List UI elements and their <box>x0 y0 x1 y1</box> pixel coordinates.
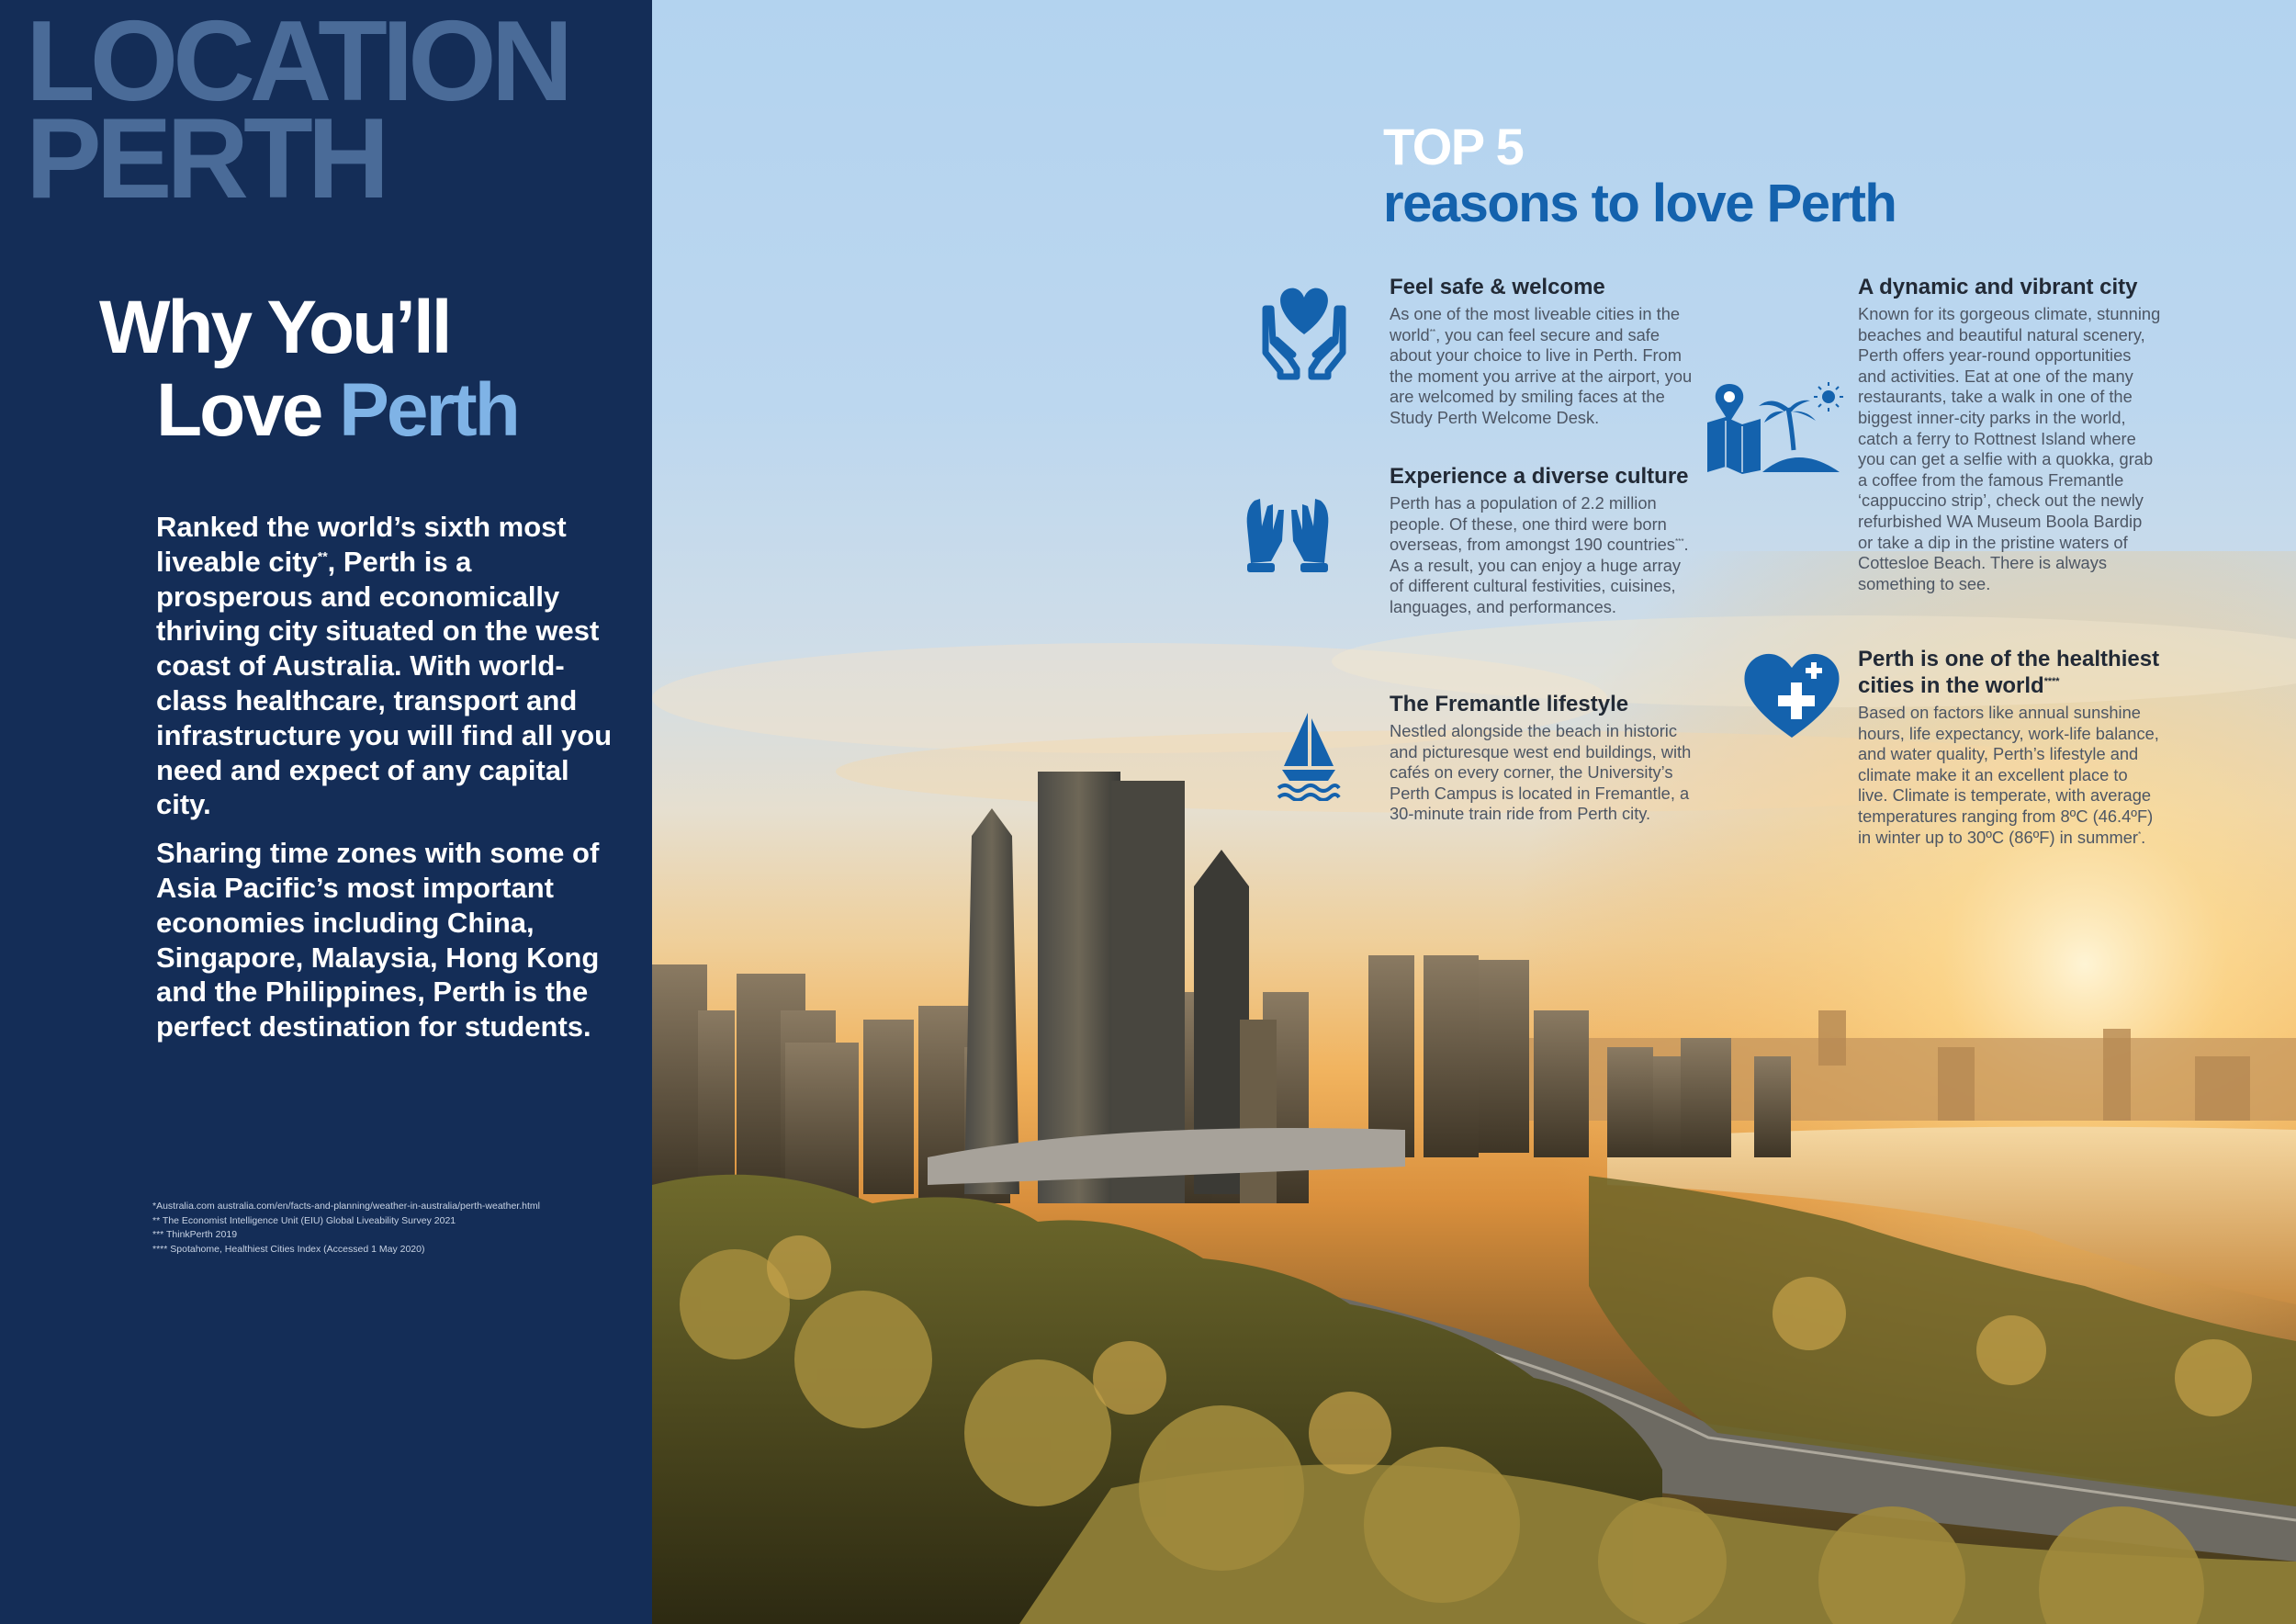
map-island-icon <box>1705 382 1843 474</box>
reason-title: The Fremantle lifestyle <box>1390 692 1629 716</box>
why-heading-perth: Perth <box>339 368 518 452</box>
intro-p1-footnote-mark: ** <box>317 548 328 564</box>
reason-body-part-b: . As a result, you can enjoy a huge array of different cultural festivities, cuisines, languages, and performances. <box>1390 535 1689 616</box>
reason-body <box>1390 493 1693 618</box>
intro-text <box>156 510 615 1058</box>
footnote-mark: ** <box>1429 327 1436 336</box>
reason-fremantle <box>1390 691 1693 825</box>
footnote-mark: *** <box>1674 537 1684 547</box>
location-heading-line1: LOCATION <box>26 0 568 125</box>
reason-title-text: Perth is one of the healthiest cities in the world <box>1858 647 2160 698</box>
heart-hands-icon <box>1258 281 1350 382</box>
reason-dynamic-city <box>1858 274 2161 594</box>
intro-p1-part-a: Ranked the world’s sixth most liveable city <box>156 511 567 578</box>
why-heading-love: Love <box>156 368 340 452</box>
footnote-mark: * <box>2137 829 2142 839</box>
reason-body <box>1858 703 2161 848</box>
footnote-1: *Australia.com australia.com/en/facts-and-planning/weather-in-australia/perth-weather.html <box>152 1201 540 1212</box>
reason-title <box>1858 646 2161 699</box>
reason-title: Experience a diverse culture <box>1390 464 1689 489</box>
reason-body <box>1390 304 1693 429</box>
reason-body-part-a: Perth has a population of 2.2 million people. Of these, one third were born overseas, from amongst 190 countries <box>1390 493 1675 555</box>
reason-title: A dynamic and vibrant city <box>1858 275 2138 299</box>
reason-title: Feel safe & welcome <box>1390 275 1605 299</box>
reason-body-part-b: . <box>2141 827 2146 847</box>
footnotes <box>152 1200 630 1257</box>
footnote-4: **** Spotahome, Healthiest Cities Index (Accessed 1 May 2020) <box>152 1243 425 1255</box>
reason-healthiest-city <box>1858 646 2161 848</box>
why-love-perth-heading <box>99 287 518 452</box>
why-heading-line1: Why You’ll <box>99 286 450 369</box>
why-heading-line2 <box>99 369 518 452</box>
reason-body-part-a: As one of the most liveable cities in the world <box>1390 304 1681 344</box>
reason-body: Known for its gorgeous climate, stunning beaches and beautiful natural scenery, Perth offers year-round opportunities and activities. Eat at one of the many restaurants, take a walk in one of the biggest inner-city parks in the world, catch a ferry to Rottnest Island where you can get a selfie with a quokka, grab a coffee from the famous Fremantle ‘cappuccino strip’, check out the newly refurbished WA Museum Boola Bardip or take a dip in the pristine waters of Cottesloe Beach. There is always something to see. <box>1858 304 2161 593</box>
intro-paragraph-2: Sharing time zones with some of Asia Pacific’s most important economies including China, Singapore, Malaysia, Hong Kong and the Philippines, Perth is the perfect destination for students. <box>156 837 600 1043</box>
location-heading <box>26 0 568 222</box>
sailboat-icon <box>1277 709 1341 801</box>
location-heading-line2: PERTH <box>26 96 385 222</box>
top5-heading-line2: reasons to love Perth <box>1383 174 1896 233</box>
reason-feel-safe <box>1390 274 1693 429</box>
top5-heading-line1: TOP 5 <box>1383 118 1524 175</box>
footnote-mark: **** <box>2043 676 2060 687</box>
reason-body-part-a: Based on factors like annual sunshine hours, life expectancy, work-life balance, and water quality, Perth’s lifestyle and climate make it an excellent place to live. Climate is temperate, with average temperatures ranging from 8ºC (46.4ºF) in winter up to 30ºC (86ºF) in summer <box>1858 703 2159 847</box>
raised-hands-icon <box>1242 490 1334 574</box>
reason-body: Nestled alongside the beach in historic and picturesque west end buildings, with cafés on every corner, the University’s Perth Campus is located in Fremantle, a 30-minute train ride from Perth city. <box>1390 721 1692 824</box>
reason-body-part-b: , you can feel secure and safe about your choice to live in Perth. From the moment you arrive at the airport, you are welcomed by smiling faces at the Study Perth Welcome Desk. <box>1390 324 1693 427</box>
health-heart-icon <box>1741 649 1842 739</box>
intro-p1-part-b: , Perth is a prosperous and economically thriving city situated on the west coast of Australia. With world-class healthcare, transport and infrastructure you will find all you need and expect of any capital city. <box>156 545 613 821</box>
top5-heading <box>1383 119 1896 233</box>
reason-diverse-culture <box>1390 463 1693 618</box>
footnote-2: ** The Economist Intelligence Unit (EIU) Global Liveability Survey 2021 <box>152 1214 456 1226</box>
footnote-3: *** ThinkPerth 2019 <box>152 1229 238 1240</box>
left-panel <box>0 0 652 1624</box>
intro-paragraph-1 <box>156 510 615 822</box>
